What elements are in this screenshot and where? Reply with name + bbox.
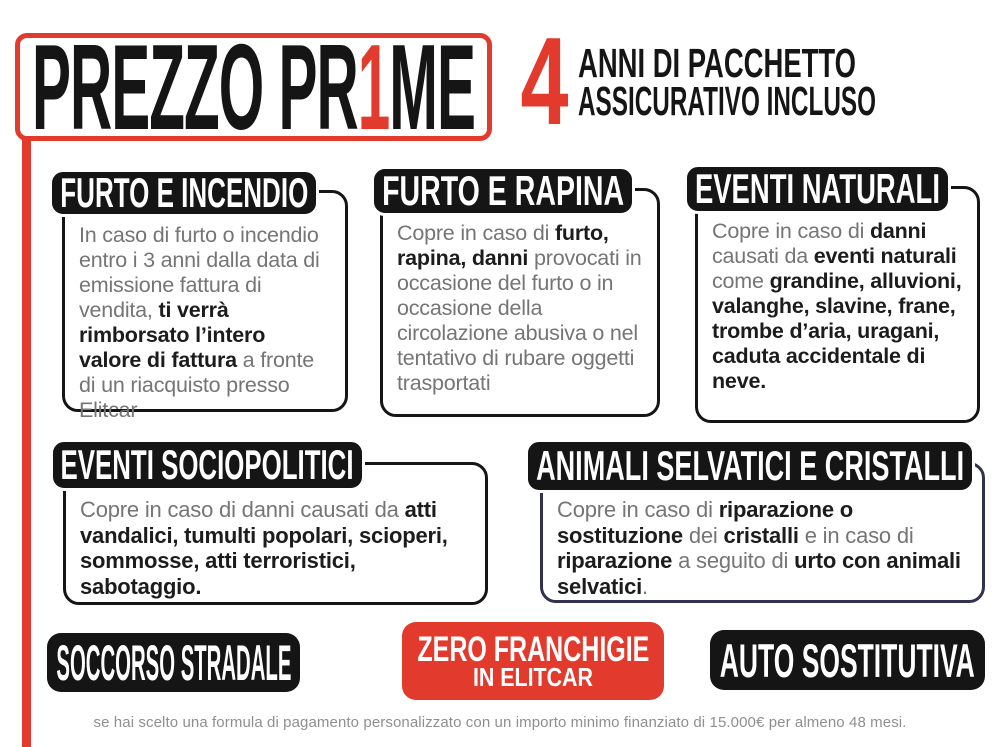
card-title: EVENTI SOCIOPOLITICI (61, 441, 354, 488)
card-title-badge (371, 166, 635, 216)
zero-franchigie-line-1: ZERO FRANCHIGIE (417, 629, 650, 669)
card-title-badge (49, 169, 319, 217)
page-title (32, 19, 475, 155)
card-furto-e-incendio (59, 169, 348, 422)
title-post: ME (389, 19, 475, 155)
title-highlight-digit: 1 (357, 19, 390, 155)
card-eventi-sociopolitici (61, 441, 488, 605)
card-title: FURTO E RAPINA (382, 167, 624, 214)
subtitle-line-1: ANNI DI PACCHETTO (578, 39, 856, 86)
badge-zero-franchigie (402, 622, 664, 700)
card-body-text: Copre in caso di danni causati da eventi naturali come grandine, alluvioni, valanghe, slavine, frane, trombe d’aria, uragani, caduta accidentale di neve. (712, 219, 962, 393)
card-title: ANIMALI SELVATICI E CRISTALLI (536, 442, 964, 489)
footer-note: se hai scelto una formula di pagamento personalizzato con un importo minimo finanziato di 15.000€ per almeno 48 mesi. (93, 714, 907, 731)
header-subtitle (578, 39, 876, 124)
card-title: FURTO E INCENDIO (59, 169, 308, 216)
badge-auto-sostitutiva: AUTO SOSTITUTIVA (710, 630, 985, 690)
subtitle-line-2: ASSICURATIVO INCLUSO (578, 77, 876, 124)
card-eventi-naturali (695, 165, 980, 423)
title-pre: PREZZO PR (32, 19, 358, 155)
card-title: EVENTI NATURALI (695, 165, 941, 212)
red-vertical-accent-line (22, 126, 31, 747)
card-body-text: Copre in caso di danni causati da atti vandalici, tumulti popolari, scioperi, sommosse, atti terroristici, sabotaggio. (80, 497, 448, 599)
years-number: 4 (520, 13, 568, 151)
badge-soccorso-stradale: SOCCORSO STRADALE (47, 633, 300, 692)
card-furto-e-rapina (380, 167, 660, 417)
card-body-text: Copre in caso di riparazione o sostituzione dei cristalli e in caso di riparazione a seguito di urto con animali selvatici. (557, 497, 961, 599)
zero-franchigie-line-2: IN ELITCAR (473, 662, 594, 692)
card-title-badge (525, 439, 975, 493)
card-body-text: In caso di furto o incendio entro i 3 anni dalla data di emissione fattura di vendita, ti verrà rimborsato l’intero valore di fattura a fronte di un riacquisto presso Elitcar (79, 223, 320, 422)
card-title-badge (684, 164, 951, 214)
card-title-badge (50, 439, 365, 491)
years-number-container (520, 13, 568, 151)
card-animali-selvatici-e-cristalli (536, 442, 985, 603)
card-body-text: Copre in caso di furto, rapina, danni provocati in occasione del furto o in occasione della circolazione abusiva o nel tentativo di rubare oggetti trasportati (397, 221, 642, 395)
title-box (15, 19, 492, 155)
